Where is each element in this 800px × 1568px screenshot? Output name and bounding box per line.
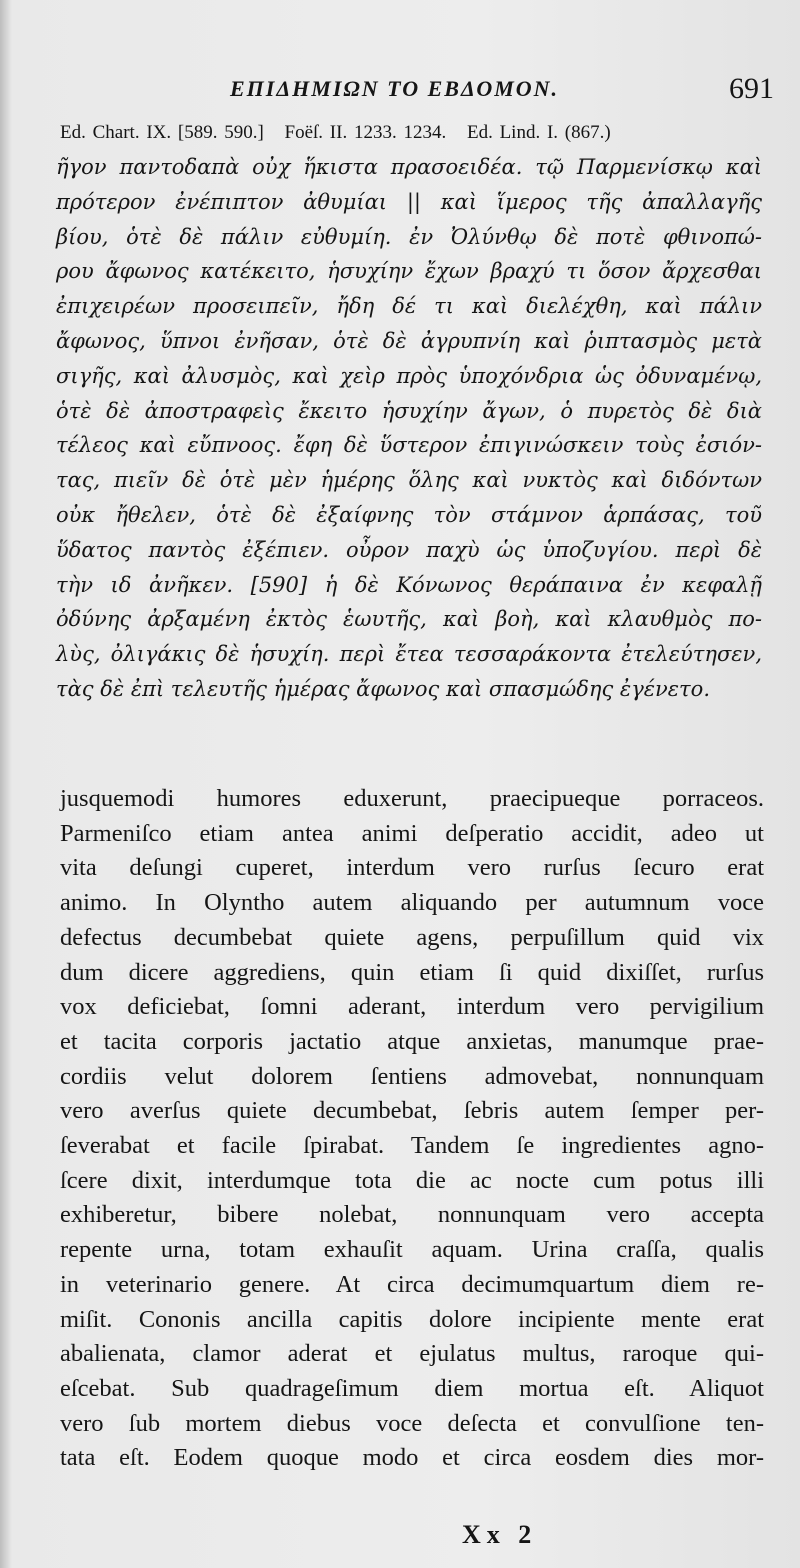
running-title: ΕΠΙΔΗΜΙΩΝ ΤΟ ΕΒΔΟΜΟΝ. bbox=[230, 76, 560, 101]
latin-line: ſcere dixit, interdumque tota die ac nocte cum potus illi bbox=[60, 1166, 764, 1194]
latin-line: in veterinario genere. At circa decimumquartum diem re- bbox=[60, 1270, 764, 1298]
greek-line: πρότερον ἐνέπιπτον ἀθυμίαι || καὶ ἵμερος τῆς ἀπαλλαγῆς bbox=[56, 189, 762, 214]
latin-line: defectus decumbebat quiete agens, perpuſillum quid vix bbox=[60, 923, 764, 951]
greek-line: ὁτὲ δὲ ἀποστραφεὶς ἔκειτο ἡσυχίην ἄγων, ὁ πυρετὸς δὲ διὰ bbox=[56, 398, 762, 423]
latin-line: miſit. Cononis ancilla capitis dolore incipiente mente erat bbox=[60, 1305, 764, 1333]
greek-line: ἐπιχειρέων προσειπεῖν, ἤδη δέ τι καὶ διελέχθη, καὶ πάλιν bbox=[56, 294, 762, 319]
greek-text-block bbox=[56, 150, 762, 707]
page-header bbox=[60, 72, 780, 112]
greek-line: βίου, ὁτὲ δὲ πάλιν εὐθυμίη. ἐν Ὀλύνθῳ δὲ ποτὲ φθινοπώ- bbox=[56, 224, 762, 249]
latin-line: ſeverabat et facile ſpirabat. Tandem ſe ingredientes agno- bbox=[60, 1132, 764, 1160]
latin-line: tata eſt. Eodem quoque modo et circa eosdem dies mor- bbox=[60, 1444, 764, 1472]
greek-line: ὀδύνης ἀρξαμένη ἐκτὸς ἑωυτῆς, καὶ βοὴ, καὶ κλαυθμὸς πο- bbox=[56, 607, 762, 632]
latin-line: Parmeniſco etiam antea animi deſperatio accidit, adeo ut bbox=[60, 819, 764, 847]
latin-line: dum dicere aggrediens, quin etiam ſi quid dixiſſet, rurſus bbox=[60, 958, 764, 986]
latin-line: eſcebat. Sub quadrageſimum diem mortua eſt. Aliquot bbox=[60, 1374, 764, 1402]
latin-line: abalienata, clamor aderat et ejulatus multus, raroque qui- bbox=[60, 1340, 764, 1368]
greek-line: ρου ἄφωνος κατέκειτο, ἡσυχίην ἔχων βραχύ τι ὅσον ἄρχεσθαι bbox=[56, 259, 762, 284]
edition-linden: Ed. Lind. I. (867.) bbox=[466, 122, 611, 143]
signature-mark: Xx 2 bbox=[462, 1520, 538, 1549]
edition-chartier: Ed. Chart. IX. [589. 590.] bbox=[60, 122, 264, 143]
greek-line: σιγῆς, καὶ ἀλυσμὸς, καὶ χεὶρ πρὸς ὑποχόνδρια ὡς ὀδυναμένῳ, bbox=[56, 363, 762, 388]
greek-line: ὕδατος παντὸς ἐξέπιεν. οὖρον παχὺ ὡς ὑποζυγίου. περὶ δὲ bbox=[56, 537, 762, 562]
latin-text-block bbox=[60, 782, 764, 1476]
page-number: 691 bbox=[729, 72, 774, 105]
edition-references bbox=[60, 122, 800, 144]
greek-line: λὺς, ὀλιγάκις δὲ ἡσυχίη. περὶ ἔτεα τεσσαράκοντα ἐτελεύτησεν, bbox=[56, 642, 762, 667]
greek-line: τας, πιεῖν δὲ ὁτὲ μὲν ἡμέρης ὅλης καὶ νυκτὸς καὶ διδόντων bbox=[56, 468, 762, 493]
greek-line: οὐκ ἤθελεν, ὁτὲ δὲ ἐξαίφνης τὸν στάμνον ἁρπάσας, τοῦ bbox=[56, 502, 762, 527]
latin-line: jusquemodi humores eduxerunt, praecipueque porraceos. bbox=[60, 785, 764, 812]
greek-line: τέλεος καὶ εὔπνοος. ἔφη δὲ ὕστερον ἐπιγινώσκειν τοὺς ἐσιόν- bbox=[56, 433, 762, 458]
latin-line: repente urna, totam exhauſit aquam. Urina craſſa, qualis bbox=[60, 1236, 764, 1264]
latin-line: exhiberetur, bibere nolebat, nonnunquam vero accepta bbox=[60, 1201, 764, 1229]
latin-line: vero averſus quiete decumbebat, ſebris autem ſemper per- bbox=[60, 1097, 764, 1125]
latin-line: animo. In Olyntho autem aliquando per autumnum voce bbox=[60, 889, 764, 917]
greek-line: τὴν ιδ ἀνῆκεν. [590] ἡ δὲ Κόνωνος θεράπαινα ἐν κεφαλῇ bbox=[56, 572, 762, 597]
greek-line: ἄφωνος, ὕπνοι ἐνῆσαν, ὁτὲ δὲ ἀγρυπνίη καὶ ῥιπτασμὸς μετὰ bbox=[56, 328, 762, 353]
latin-line: vita deſungi cuperet, interdum vero rurſus ſecuro erat bbox=[60, 854, 764, 882]
greek-line: τὰς δὲ ἐπὶ τελευτῆς ἡμέρας ἄφωνος καὶ σπασμώδης ἐγένετο. bbox=[56, 676, 710, 701]
latin-line: et tacita corporis jactatio atque anxietas, manumque prae- bbox=[60, 1027, 764, 1055]
latin-line: cordiis velut dolorem ſentiens admovebat, nonnunquam bbox=[60, 1062, 764, 1090]
edition-foes: Foëſ. II. 1233. 1234. bbox=[284, 122, 447, 143]
greek-line: ῆγον παντοδαπὰ οὐχ ἥκιστα πρασοειδέα. τῷ Παρμενίσκῳ καὶ bbox=[56, 155, 762, 179]
latin-line: vero ſub mortem diebus voce deſecta et convulſione ten- bbox=[60, 1409, 764, 1437]
latin-line: vox deficiebat, ſomni aderant, interdum vero pervigilium bbox=[60, 993, 764, 1021]
